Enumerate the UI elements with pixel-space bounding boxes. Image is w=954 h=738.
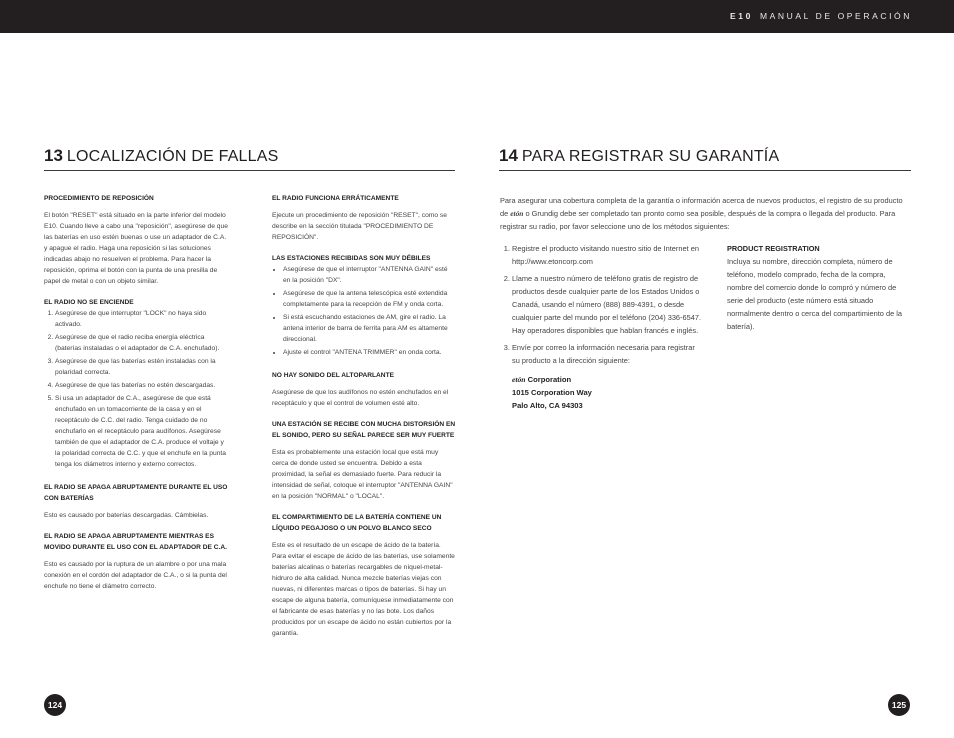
header-bar — [0, 0, 954, 33]
list-item: 2. Llame a nuestro número de teléfono gratis de registro de productos desde cualquier parte de los Estados Unidos o Canadá, usando el número (888) 889-4391, o desde cualquier parte del mundo por el teléfono (204) 336-6547. Hay operadores disponibles que hablan francés e inglés. — [512, 272, 704, 337]
erratic-text: Ejecute un procedimiento de reposición "RESET", como se describe en la sección titulada "PROCEDIMIENTO DE REPOSICIÓN". — [272, 212, 447, 241]
section-number: 14 — [499, 146, 518, 165]
section-14-title — [499, 146, 911, 171]
registration-methods — [500, 242, 704, 412]
section-13-title — [44, 146, 455, 171]
list-item: 4. Asegúrese de que las baterías no estén descargadas. — [55, 380, 230, 391]
model-name: E10 — [730, 11, 753, 21]
address-line: Palo Alto, CA 94303 — [512, 401, 583, 410]
shutoff-adapter-text: Esto es causado por la ruptura de un alambre o por una mala conexión en el cordón del adaptador de C.A., o si la punta del enchufe no tiene el diámetro correcto. — [44, 561, 227, 590]
reset-heading: PROCEDIMIENTO DE REPOSICIÓN — [44, 195, 154, 202]
weak-stations-list — [272, 264, 456, 358]
address-line: 1015 Corporation Way — [512, 388, 592, 397]
list-item: 3. Asegúrese de que las baterías estén instaladas con la polaridad correcta. — [55, 356, 230, 378]
manual-label: MANUAL DE OPERACIÓN — [759, 11, 912, 21]
warranty-intro — [500, 194, 912, 233]
product-registration-heading: PRODUCT REGISTRATION — [727, 244, 820, 253]
product-registration-text: Incluya su nombre, dirección completa, número de teléfono, modelo comprado, fecha de la compra, nombre del comercio donde lo compró y número de serie del producto (este número está situado normalmente dentro o cerca del compartimiento de la batería). — [727, 257, 903, 331]
section-number: 13 — [44, 146, 63, 165]
list-item: 5. Si usa un adaptador de C.A., asegúrese de que está enchufado en un tomacorriente de la casa y en el receptáculo de C.C. del radio. Tenga cuidado de no enchufarlo en el receptáculo para audífonos. Asegúrese también de que el adaptador de C.A. produce el voltaje y la polaridad correcta de C.C. y que el enchufe en la punta tenga los diámetros interno y externo correctos. — [55, 393, 230, 470]
section-title: LOCALIZACIÓN DE FALLAS — [66, 148, 279, 165]
list-item: 1. Registre el producto visitando nuestro sitio de Internet en http://www.etoncorp.com — [512, 242, 704, 268]
page-number-right: 125 — [888, 694, 910, 716]
battery-leak-heading: EL COMPARTIMIENTO DE LA BATERÍA CONTIENE UN LÍQUIDO PEGAJOSO O UN POLVO BLANCO SECO — [272, 514, 442, 532]
intro-text-a: Para asegurar una cobertura completa de la garantía o información acerca de nuevos productos, el registro de su producto de — [500, 196, 903, 218]
list-item: • Si está escuchando estaciones de AM, gire el radio. La antena interior de barra de ferrita para AM es altamente direccional. — [283, 312, 456, 345]
product-registration — [727, 242, 912, 333]
eton-logo: etón — [512, 375, 526, 384]
no-sound-text: Asegúrese de que los audífonos no estén enchufados en el receptáculo y que el control de volumen esté alto. — [272, 389, 449, 407]
section-title: PARA REGISTRAR SU GARANTÍA — [521, 148, 780, 165]
shutoff-battery-heading: EL RADIO SE APAGA ABRUPTAMENTE DURANTE EL USO CON BATERÍAS — [44, 484, 228, 502]
manual-header — [730, 11, 912, 21]
no-power-heading: EL RADIO NO SE ENCIENDE — [44, 299, 134, 306]
list-item: • Ajuste el control "ANTENA TRIMMER" en onda corta. — [283, 347, 456, 358]
battery-leak-text: Este es el resultado de un escape de ácido de la batería. Para evitar el escape de ácido de las baterías, use solamente baterías alcalinas o baterías recargables de níquel-metal-hidruro de alta calidad. Nunca mezcle baterías viejas con nuevas, ni diferentes marcas o tipos de baterías. Si hay un escape de alguna batería, comuníquese inmediatamente con el fabricante de esas baterías y no las bote. Los daños producidos por un escape de ácido no están cubiertos por la garantía. — [272, 542, 455, 637]
no-power-list — [44, 308, 230, 470]
distortion-text: Esta es probablemente una estación local que está muy cerca de donde usted se encuentra. Debido a esta proximidad, la señal es demasiado fuerte. Para reducir la intensidad de señal, coloque el interruptor "ANTENNA GAIN" en la posición "NORMAL" o "LOCAL". — [272, 449, 453, 500]
eton-logo: etón — [510, 209, 524, 218]
erratic-heading: EL RADIO FUNCIONA ERRÁTICAMENTE — [272, 195, 399, 202]
troubleshoot-col-1 — [44, 193, 230, 592]
shutoff-battery-text: Esto es causado por baterías descargadas. Cámbielas. — [44, 512, 209, 519]
list-item: • Asegúrese de que el interruptor "ANTENNA GAIN" esté en la posición "DX". — [283, 264, 456, 286]
list-item: 3. Envíe por correo la información necesaria para registrar su producto a la dirección siguiente: — [512, 341, 704, 367]
troubleshoot-col-2 — [272, 193, 456, 639]
address-line: Corporation — [527, 375, 572, 384]
weak-stations-heading: LAS ESTACIONES RECIBIDAS SON MUY DÉBILES — [272, 255, 431, 262]
list-item: 2. Asegúrese de que el radio reciba energía eléctrica (baterías instaladas o el adaptador de C.A. enchufado). — [55, 332, 230, 354]
shutoff-adapter-heading: EL RADIO SE APAGA ABRUPTAMENTE MIENTRAS ES MOVIDO DURANTE EL USO CON EL ADAPTADOR DE C.A. — [44, 533, 227, 551]
mailing-address — [512, 373, 704, 412]
list-item: • Asegúrese de que la antena telescópica esté extendida completamente para la recepción de FM y onda corta. — [283, 288, 456, 310]
no-sound-heading: NO HAY SONIDO DEL ALTOPARLANTE — [272, 372, 394, 379]
registration-list — [500, 242, 704, 367]
intro-text-b: o Grundig debe ser completado tan pronto como sea posible, después de la compra o llegada del producto. Para registrar su radio, por favor seleccione uno de los métodos siguientes: — [500, 209, 896, 231]
page-number-left: 124 — [44, 694, 66, 716]
distortion-heading: UNA ESTACIÓN SE RECIBE CON MUCHA DISTORSIÓN EN EL SONIDO, PERO SU SEÑAL PARECE SER MUY FUERTE — [272, 421, 456, 439]
reset-text: El botón "RESET" está situado en la parte inferior del modelo E10. Cuando lleve a cabo una "reposición", asegúrese de que las baterías en uso estén buenas o use un adaptador de C.A. y apague el radio. Haga una reposición si las soluciones indicadas abajo no resuelven el problema. Para hacer la reposición, oprima el botón con la punta de una presilla de papel de metal o con un objeto similar. — [44, 212, 228, 285]
list-item: 1. Asegúrese de que interruptor "LOCK" no haya sido activado. — [55, 308, 230, 330]
